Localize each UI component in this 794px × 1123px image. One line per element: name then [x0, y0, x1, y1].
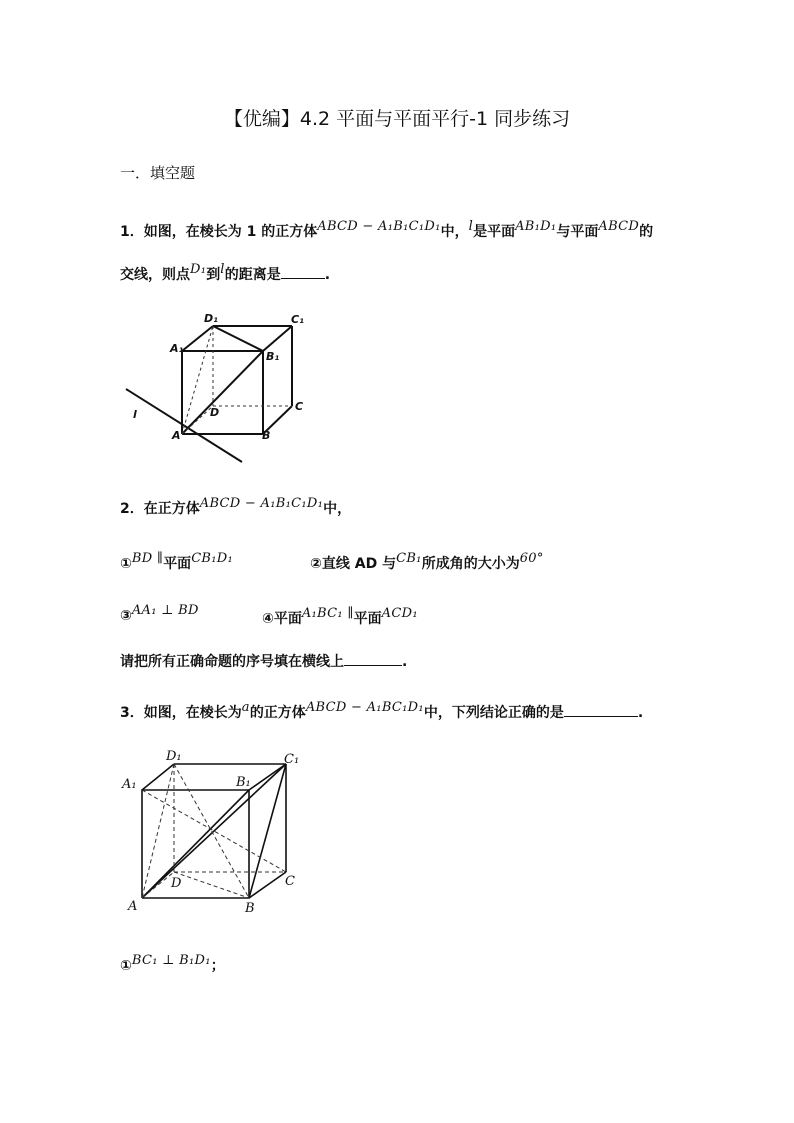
q3-stem — [120, 702, 643, 722]
label-d1: D₁ — [204, 312, 218, 325]
q3-option-1-number: ① — [120, 958, 132, 974]
q2-stem — [120, 498, 351, 518]
label-l: l — [133, 408, 137, 421]
label-b1: B₁ — [266, 350, 280, 363]
label-c: C — [295, 400, 304, 413]
page-title: 【优编】4.2 平面与平面平行-1 同步练习 — [223, 108, 571, 130]
q2-option-2-text-2: 所成角的大小为 — [421, 556, 520, 572]
q3-option-1 — [120, 955, 225, 975]
q3-text-3: 中，下列结论正确的是 — [423, 705, 564, 721]
q1-text-6: 交线，则点 — [120, 267, 190, 283]
q1-math-l: l — [468, 219, 474, 234]
label-c: C — [285, 874, 295, 889]
q3-cube-figure — [118, 746, 318, 918]
q1-text-3: 是平面 — [473, 224, 516, 240]
label-a: A — [172, 429, 181, 442]
label-a1: A₁ — [170, 342, 184, 355]
q2-option-2-math-2: 60° — [519, 551, 544, 566]
q3-number: 3． — [120, 705, 144, 721]
q3-text-1: 如图，在棱长为 — [143, 705, 242, 721]
q2-option-1-math-2: CB₁D₁ — [191, 551, 234, 566]
label-c1: C₁ — [291, 313, 304, 326]
q2-text-2: 中， — [323, 501, 352, 517]
label-c1: C₁ — [284, 752, 300, 767]
label-d: D — [171, 876, 182, 891]
q1-text-7: 到 — [206, 267, 221, 283]
q1-math-plane1: AB₁D₁ — [515, 219, 557, 234]
label-d1: D₁ — [166, 749, 182, 764]
q1-math-l2: l — [220, 262, 225, 277]
label-d: D — [210, 406, 220, 419]
q3-option-1-math: BC₁ ⊥ B₁D₁ — [131, 953, 211, 968]
q3-text-2: 的正方体 — [249, 705, 306, 721]
q2-option-2-math-1: CB₁ — [396, 551, 422, 566]
q2-option-1-math-1: BD ∥ — [131, 551, 164, 566]
q1-text-4: 与平面 — [556, 224, 599, 240]
q1-math-cube: ABCD − A₁B₁C₁D₁ — [317, 219, 441, 234]
label-b: B — [245, 901, 255, 916]
q2-option-3 — [120, 603, 199, 624]
q3-text-4: . — [637, 705, 644, 721]
q2-instruction — [120, 651, 407, 671]
q1-line1 — [120, 221, 653, 241]
q3-answer-blank — [564, 704, 638, 717]
q1-text-5: 的 — [639, 224, 654, 240]
q2-option-2 — [310, 553, 544, 573]
q2-option-3-number: ③ — [120, 608, 132, 624]
q2-number: 2． — [120, 501, 144, 517]
diag-d1-b1 — [213, 326, 263, 351]
q3-option-1-text: ； — [210, 958, 225, 974]
q2-math-cube: ABCD − A₁B₁C₁D₁ — [199, 496, 324, 511]
diag-b-c1 — [249, 764, 286, 898]
q1-math-d1: D₁ — [190, 262, 207, 277]
q2-option-2-text-1: 直线 AD 与 — [321, 556, 397, 572]
q1-cube-figure — [118, 305, 318, 470]
q1-text-2: 中， — [440, 224, 469, 240]
q2-option-4 — [262, 608, 418, 628]
q1-line2 — [120, 264, 330, 284]
edge-b1-c1 — [263, 326, 292, 351]
label-a: A — [128, 899, 138, 914]
q2-text-1: 在正方体 — [143, 501, 200, 517]
q1-text-8: 的距离是 — [224, 267, 281, 283]
q2-option-1-text: 平面 — [163, 556, 192, 572]
q2-option-3-math: AA₁ ⊥ BD — [131, 603, 199, 618]
q2-answer-blank — [344, 653, 402, 666]
label-b1: B₁ — [236, 775, 251, 790]
q1-text-9: . — [324, 267, 331, 283]
q2-option-4-math-2: ACD₁ — [381, 606, 418, 621]
q1-number: 1． — [120, 224, 144, 240]
q1-answer-blank — [281, 266, 325, 279]
hidden-d-b — [174, 872, 249, 898]
q2-option-4-math-1: A₁BC₁ ∥ — [301, 606, 354, 621]
diag-a-c1 — [142, 764, 286, 898]
edge-a1-d1 — [182, 326, 213, 351]
section-heading: 一．填空题 — [120, 164, 196, 182]
q2-option-4-text-2: 平面 — [353, 611, 382, 627]
q3-math-a: a — [241, 700, 250, 715]
q3-math-cube: ABCD − A₁BC₁D₁ — [305, 700, 424, 715]
q2-option-2-number: ② — [310, 556, 322, 572]
label-b: B — [262, 429, 271, 442]
diag-a-b1 — [142, 790, 249, 898]
q2-option-4-text-1: 平面 — [273, 611, 302, 627]
label-a1: A₁ — [122, 777, 137, 792]
q2-text-3: 请把所有正确命题的序号填在横线上 — [120, 654, 344, 670]
q2-option-1 — [120, 553, 233, 573]
q1-text-1: 如图，在棱长为 1 的正方体 — [143, 224, 318, 240]
hidden-a-d — [182, 406, 213, 434]
q1-math-plane2: ABCD — [598, 219, 640, 234]
q2-option-1-number: ① — [120, 556, 132, 572]
hidden-d1-a — [142, 764, 174, 898]
q2-option-4-number: ④ — [262, 611, 274, 627]
q2-text-4: . — [402, 654, 408, 670]
